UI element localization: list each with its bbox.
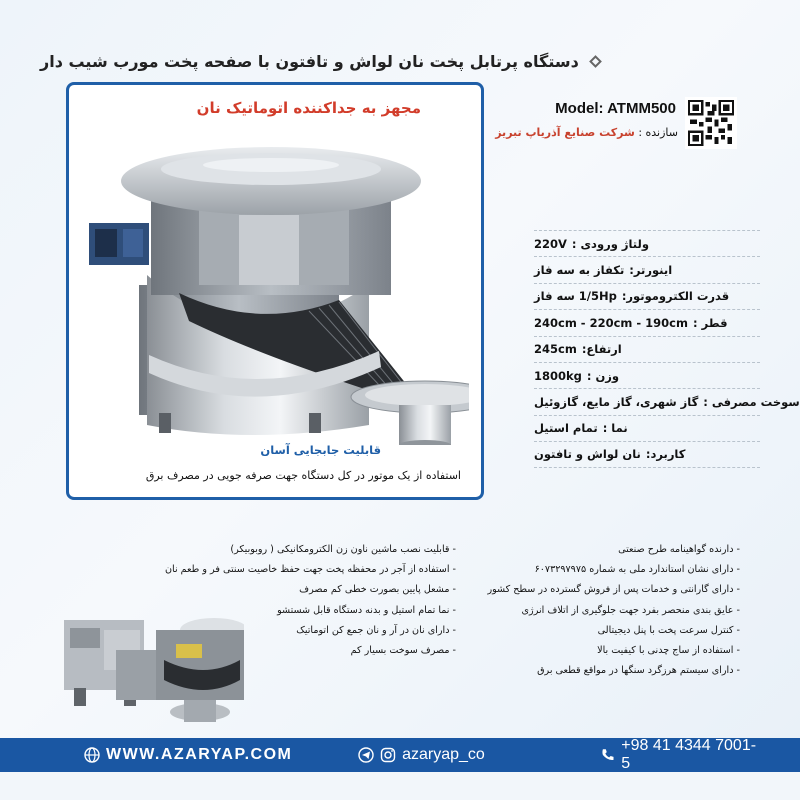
diamond-bullet-icon <box>589 55 602 68</box>
spec-label: قدرت الکتروموتور: <box>621 289 730 304</box>
page-title: دستگاه پرتابل پخت نان لواش و تافتون با صفحه پخت مورب شیب دار <box>40 51 579 71</box>
qr-code-icon[interactable] <box>685 97 737 149</box>
feature-item: - مشعل پایین بصورت خطی کم مصرف <box>156 580 456 600</box>
spec-label: قطر : <box>692 315 728 330</box>
spec-row <box>534 441 760 467</box>
telegram-icon <box>358 747 374 763</box>
mobility-label: قابلیت جابجایی آسان <box>260 443 381 457</box>
feature-item: - عایق بندی منحصر بفرد جهت جلوگیری از اتلاف انرژی <box>520 601 740 621</box>
footer-bar <box>0 738 800 772</box>
maker-label: سازنده : <box>638 126 678 139</box>
bottom-strip <box>0 772 800 800</box>
spec-value: 1/5Hp سه فاز <box>534 289 617 304</box>
spec-value: تمام استیل <box>534 421 598 436</box>
phone-icon <box>600 747 615 763</box>
spec-value: نان لواش و تافتون <box>534 447 641 462</box>
feature-item: - دارای گارانتی و خدمات پس از فروش گسترده در سطح کشور <box>520 580 740 600</box>
page-header <box>40 46 772 76</box>
machines-gallery-image <box>64 600 244 730</box>
spec-value: 240cm - 220cm - 190cm <box>534 315 688 330</box>
instagram-icon <box>380 747 396 763</box>
feature-item: - کنترل سرعت پخت با پنل دیجیتالی <box>520 621 740 641</box>
spec-row <box>534 362 760 388</box>
social-link[interactable] <box>358 746 600 764</box>
spec-row <box>534 256 760 282</box>
globe-icon <box>84 747 100 763</box>
feature-list-right <box>487 540 740 681</box>
spec-label: سوخت مصرفی : <box>703 395 800 410</box>
spec-label: کاربرد: <box>645 447 686 462</box>
model-number: Model: ATMM500 <box>555 100 676 117</box>
feature-item: - قابلیت نصب ماشین ناون زن الکترومکانیکی ( روبوبیکر) <box>156 540 456 560</box>
spec-value: گاز شهری، گاز مایع، گازوئیل <box>534 395 699 410</box>
website-text: WWW.AZARYAP.COM <box>106 746 293 763</box>
spec-row <box>534 309 760 335</box>
card-title: مجهز به جداکننده اتوماتیک نان <box>196 99 421 117</box>
website-link[interactable] <box>84 746 316 764</box>
spec-list <box>534 230 800 468</box>
spec-value: تکفاز به سه فاز <box>534 263 625 278</box>
spec-row <box>534 415 760 441</box>
maker-value: شرکت صنایع آذریاپ تبریز <box>495 126 635 139</box>
phone-number: +98 41 4344 7001-5 <box>621 737 757 772</box>
product-image-card <box>66 82 484 500</box>
spec-label: اینورتر: <box>629 263 673 278</box>
feature-item: - دارای سیستم هرزگرد سنگها در مواقع قطعی برق <box>520 661 740 681</box>
feature-item: - دارای نشان استاندارد ملی به شماره ۶۰۷۳۲۹۷۹۷۵ <box>520 560 740 580</box>
spec-label: وزن : <box>586 368 620 383</box>
spec-label: ارتفاع: <box>581 342 622 357</box>
spec-value: 220V <box>534 236 567 251</box>
maker-row <box>492 126 678 139</box>
feature-item: - مصرف سوخت بسیار کم <box>156 641 456 661</box>
social-handle: azaryap_co <box>402 746 485 763</box>
spec-row <box>534 388 800 414</box>
spec-label: نما : <box>602 421 628 436</box>
phone-link[interactable] <box>600 737 760 773</box>
feature-item: - نما تمام استیل و بدنه دستگاه قابل شستشو <box>156 601 456 621</box>
motor-note: استفاده از یک موتور در کل دستگاه جهت صرفه جویی در مصرف برق <box>145 469 461 482</box>
spec-row <box>534 336 760 362</box>
spec-value: 1800kg <box>534 368 582 383</box>
spec-value: 245cm <box>534 342 577 357</box>
oven-machine-image <box>89 125 469 445</box>
spec-label: ولتاژ ورودی : <box>571 236 649 251</box>
feature-item: - دارای نان در آر و نان جمع کن اتوماتیک <box>156 621 456 641</box>
spec-row <box>534 283 760 309</box>
feature-item: - استفاده از ساج چدنی با کیفیت بالا <box>520 641 740 661</box>
spec-row <box>534 230 760 256</box>
feature-item: - استفاده از آجر در محفظه پخت جهت حفظ خاصیت سنتی فر و طعم نان <box>156 560 456 580</box>
feature-item: - دارنده گواهینامه طرح صنعتی <box>520 540 740 560</box>
